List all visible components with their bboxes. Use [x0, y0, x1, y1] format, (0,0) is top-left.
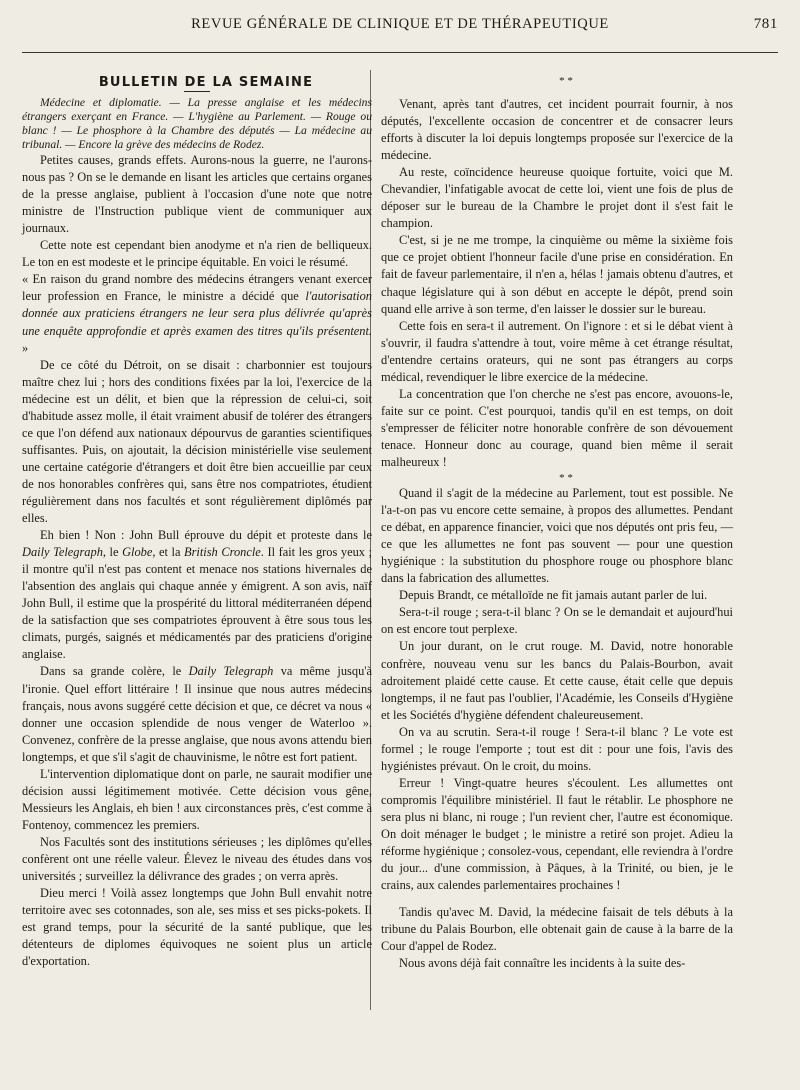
section-stars: * * [559, 472, 573, 485]
right-column [381, 74, 733, 972]
paragraph: Cette note est cependant bien anodyme et n'a rien de belliqueux. Le ton en est modeste et le principe équitable. En voici le résumé. [22, 238, 372, 270]
paragraph: C'est, si je ne me trompe, la cinquième ou même la sixième fois que ce projet obtient l'honneur facile d'une prise en considération. En fait de faveur parlementaire, il n'en a, hélas ! jamais obtenu d'autres, et chaque législature qui à son début en accepte le dépôt, prend soin quand elle arrive à son terme, d'en laisser le dossier sur le bureau. [381, 233, 733, 316]
text-run: Dans sa grande colère, le [40, 664, 189, 679]
quote-emphasis: l'autorisation donnée aux praticiens étrangers ne leur sera plus délivrée qu'après une enquête approfondie et après examen des titres qu'ils présentent. [22, 289, 372, 338]
paragraph: Venant, après tant d'autres, cet incident pourrait fournir, à nos députés, l'excellente occasion de concentrer et de consacrer leurs efforts à discuter la loi depuis longtemps proposée sur l'exercice de la médecine. [381, 97, 733, 163]
paragraph: Quand il s'agit de la médecine au Parlement, tout est possible. Ne l'a-t-on pas vu encore cette semaine, à propos des allumettes. Pendant ce débat, en apparence financier, voici que nos députés ont pris feu, — ce que les allumettes ne font pas souvent — pour une question hygiénique : la substitution du phosphore rouge ou phosphore blanc dans la fabrication des allumettes. [381, 486, 733, 586]
running-head [22, 16, 778, 40]
paragraph: La concentration que l'on cherche ne s'est pas encore, avouons-le, faite sur ce point. C'est pourquoi, tandis qu'il en est temps, on doit s'empresser de féliciter notre honorable confrère de son dévouement tenace. Honneur donc au courage, quand bien même il serait malheureux ! [381, 386, 733, 469]
paragraph: L'intervention diplomatique dont on parle, ne saurait modifier une décision aussi légitimement motivée. Cette décision vous gêne, Messieurs les Anglais, eh bien ! aux circonstances près, c'est comme à Fontenoy, commencez les premiers. [22, 766, 372, 832]
newspaper-title: Globe [122, 545, 153, 560]
text-run: Eh bien ! Non : John Bull éprouve du dépit et proteste dans le [40, 528, 372, 543]
paragraph: Dieu merci ! Voilà assez longtemps que John Bull envahit notre territoire avec ses cotonnades, son ale, ses miss et ses picks-pokets. Il est grand temps, pour la sécurité de la santé publique, que les détenteurs de diplomes équivoques ne soient plus un article d'exportation. [22, 886, 372, 969]
paragraph: Erreur ! Vingt-quatre heures s'écoulent. Les allumettes ont compromis l'équilibre ministériel. Il faut le rétablir. Le phosphore ne sera plus ni blanc, ni rouge ; l'un revient cher, l'autre est économique. On doit ménager le budget ; le ministre a retiré son projet. Adieu la réforme hygiénique ; consolez-vous, cependant, elle reviendra à l'ordre du jour... d'une commission, à Pâques, à la Trinité, ou bien, je le crains, aux calendes parlementaires prochaines ! [381, 775, 733, 893]
paragraph: Tandis qu'avec M. David, la médecine faisait de tels débuts à la tribune du Palais Bourbon, elle obtenait gain de cause à la barre de la Cour d'appel de Rodez. [381, 905, 733, 954]
ministerial-quote [22, 271, 372, 356]
text-run: . Il fait les gros yeux ; il montre qu'il n'est pas content et menace nos stations hivernales de l'absention des anglais qui chaque année y émigrent. A son avis, naïf John Bull, il estime que la prospérité du littoral méditerranéen dépend de la satisfaction que ses compatriotes éprouvent à être sous tous les climats, purgés, saignés et médicamentés par des praticiens d'origine anglaise. [22, 545, 372, 662]
paragraph: Sera-t-il rouge ; sera-t-il blanc ? On se le demandait et aujourd'hui on est encore tout perplexe. [381, 605, 733, 637]
paragraph: Un jour durant, on le crut rouge. M. David, notre honorable confrère, nouveau venu sur les bancs du Palais-Bourbon, avait adroitement plaidé cette cause. Et cette cause, était celle que depuis longtemps, il ne faut pas l'oublier, l'Académie, les Conseils d'Hygiène et les Sociétés d'hygiène défendent chaleureusement. [381, 639, 733, 722]
bulletin-summary: Médecine et diplomatie. — La presse anglaise et les médecins étrangers exerçant en France. — L'hygiène au Parlement. — Rouge ou blanc ! — Le phosphore à la Chambre des députés — La médecine au tribunal. — Encore la grève des médecins de Rodez. [22, 96, 372, 152]
quote-lead: « En raison du grand nombre des médecins étrangers venant exercer leur profession en France, le ministre a décidé que [22, 272, 372, 304]
header-rule [22, 52, 778, 53]
title-rule [184, 91, 210, 92]
bulletin-title: BULLETIN DE LA SEMAINE [98, 75, 314, 90]
quote-close: » [22, 340, 29, 355]
paragraph [22, 663, 372, 765]
paragraph: Au reste, coïncidence heureuse quoique fortuite, voici que M. Chevandier, l'infatigable avocat de cette loi, vient une fois de plus de déposer sur le bureau de la Chambre le projet dont il s'est fait le champion. [381, 165, 733, 231]
newspaper-title: Daily Telegraph [22, 545, 103, 560]
paragraph: Cette fois en sera-t il autrement. On l'ignore : et si le débat vient à s'ouvrir, il faudra s'attendre à tout, voire même à cet étrange résultat, d'entendre certains orateurs, qui ne sont pas étrangers au corps médical, revendiquer le libre exercice de la médecine. [381, 318, 733, 384]
section-stars: * * [559, 75, 573, 87]
text-run: , le [102, 545, 123, 560]
paragraph: Nos Facultés sont des institutions sérieuses ; les diplômes qu'elles confèrent ont une réelle valeur. Élevez le niveau des études dans vos universités ; surveillez la délivrance des grades ; on verra après. [22, 834, 372, 884]
paragraph: De ce côté du Détroit, on se disait : charbonnier est toujours maître chez lui ; hors des conditions fixées par la loi, l'exercice de la médecine est un délit, et bien que la répression de celui-ci, soit d'habitude assez molle, il était vraiment abusif de tolérer des étrangers ce que l'on défend aux nationaux dépourvus de garanties scientifiques suffisantes. Puis, on ajoutait, la décision ministérielle vise seulement une certaine catégorie d'étrangers et doit être bien accueillie par ceux de nos honorables confrères qui, sans être nos compatriotes, étudient régulièrement dans nos facultés et sont régulièrement diplômés par elles. [22, 357, 372, 526]
paragraph: Petites causes, grands effets. Aurons-nous la guerre, ne l'aurons-nous pas ? On se le demande en lisant les articles que certains organes de la presse anglaise, publient à l'occasion d'une note que notre ministre de l'Instruction publique vient de communiquer aux journaux. [22, 153, 372, 236]
newspaper-title: British Croncle [184, 545, 261, 560]
text-run: , et la [152, 545, 185, 560]
text-run: va même jusqu'à l'ironie. Quel effort littéraire ! Il insinue que nous autres médecins français, nous avons suggéré cette décision et que, ce décret va nous « donner une occasion splendide de nous venger de Waterloo ». Convenez, confrère de la presse anglaise, que nous avons attendu bien longtemps, et que s'il s'agit de chauvinisme, le nôtre est fort patient. [22, 664, 372, 764]
paragraph: Nous avons déjà fait connaître les incidents à la suite des- [399, 956, 686, 971]
paragraph: On va au scrutin. Sera-t-il rouge ! Sera-t-il blanc ? Le vote est formel ; le rouge l'emporte ; tout est dit : pour une fois, l'avis des hygiénistes prévaut. On le croit, du moins. [381, 724, 733, 773]
paragraph: Depuis Brandt, ce métalloïde ne fit jamais autant parler de lui. [399, 588, 708, 603]
newspaper-title: Daily Telegraph [188, 664, 274, 679]
paragraph [22, 527, 372, 663]
running-title: REVUE GÉNÉRALE DE CLINIQUE ET DE THÉRAPEUTIQUE [191, 16, 609, 32]
left-column [22, 74, 372, 970]
paragraph-gap [381, 894, 733, 904]
page-number: 781 [753, 16, 778, 32]
